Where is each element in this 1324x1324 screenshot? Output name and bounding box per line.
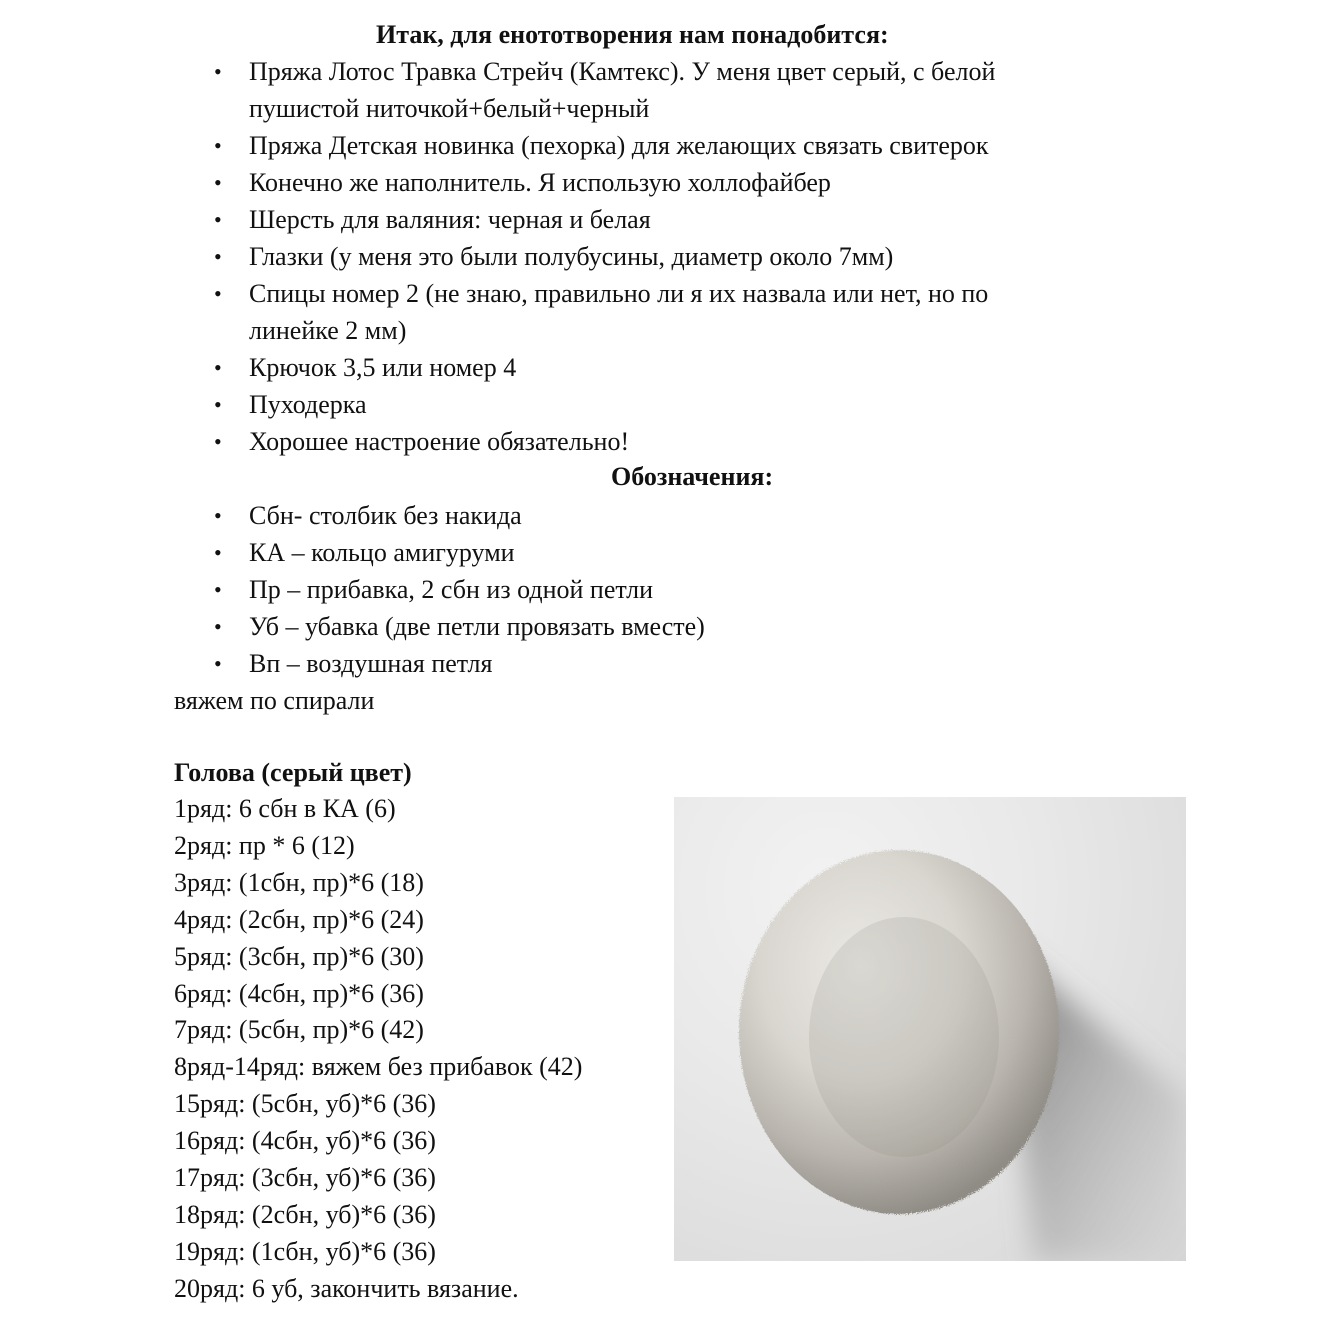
pattern-row: 15ряд: (5сбн, уб)*6 (36) — [174, 1089, 436, 1119]
pattern-row: 8ряд-14ряд: вяжем без прибавок (42) — [174, 1052, 583, 1082]
list-item — [214, 423, 1153, 460]
materials-heading: Итак, для енототворения нам понадобится: — [376, 20, 889, 49]
list-item-text: Глазки (у меня это были полубусины, диаметр около 7мм) — [249, 242, 894, 271]
bullet: • — [214, 355, 222, 380]
list-item — [214, 645, 1153, 682]
crochet-ball-illustration — [674, 797, 1186, 1261]
list-item — [214, 608, 1153, 645]
list-item-text: Хорошее настроение обязательно! — [249, 427, 630, 456]
list-item — [214, 275, 1153, 349]
list-item-text: Пряжа Лотос Травка Стрейч (Камтекс). У меня цвет серый, с белой — [249, 57, 996, 86]
list-item-text-continued: линейке 2 мм) — [249, 316, 407, 345]
pattern-row: 18ряд: (2сбн, уб)*6 (36) — [174, 1199, 436, 1229]
list-item-text: Пуходерка — [249, 390, 367, 419]
list-item-text: Сбн- столбик без накида — [249, 501, 522, 530]
pattern-row: 2ряд: пр * 6 (12) — [174, 830, 355, 860]
bullet: • — [214, 133, 222, 158]
pattern-row: 5ряд: (3сбн, пр)*6 (30) — [174, 941, 424, 971]
list-item — [214, 497, 1153, 534]
head-rows-list — [174, 791, 582, 1308]
list-item-text-continued: пушистой ниточкой+белый+черный — [249, 94, 650, 123]
list-item — [214, 127, 1153, 164]
bullet: • — [214, 170, 222, 195]
legend-heading: Обозначения: — [611, 462, 774, 491]
pattern-row: 20ряд: 6 уб, закончить вязание. — [174, 1273, 519, 1303]
list-item-text: Конечно же наполнитель. Я использую холлофайбер — [249, 168, 831, 197]
bullet: • — [214, 540, 222, 565]
list-item-text: Вп – воздушная петля — [249, 649, 493, 678]
bullet: • — [214, 281, 222, 306]
pattern-row: 4ряд: (2сбн, пр)*6 (24) — [174, 904, 424, 934]
list-item-text: Спицы номер 2 (не знаю, правильно ли я их назвала или нет, но по — [249, 279, 989, 308]
bullet: • — [214, 392, 222, 417]
list-item — [214, 238, 1153, 275]
list-item-text: Пряжа Детская новинка (пехорка) для желающих связать свитерок — [249, 131, 989, 160]
bullet: • — [214, 59, 222, 84]
bullet: • — [214, 429, 222, 454]
list-item-text: Уб – убавка (две петли провязать вместе) — [249, 612, 705, 641]
pattern-row: 16ряд: (4сбн, уб)*6 (36) — [174, 1126, 436, 1156]
list-item — [214, 164, 1153, 201]
list-item — [214, 349, 1153, 386]
list-item — [214, 386, 1153, 423]
bullet: • — [214, 577, 222, 602]
list-item-text: Пр – прибавка, 2 сбн из одной петли — [249, 575, 653, 604]
head-section-heading: Голова (серый цвет) — [174, 758, 412, 787]
pattern-row: 3ряд: (1сбн, пр)*6 (18) — [174, 867, 424, 897]
pattern-row: 1ряд: 6 сбн в КА (6) — [174, 794, 396, 823]
list-item-text: КА – кольцо амигуруми — [249, 538, 515, 567]
bullet: • — [214, 503, 222, 528]
list-item — [214, 571, 1153, 608]
ball-texture — [809, 917, 999, 1157]
list-item-text: Крючок 3,5 или номер 4 — [249, 353, 517, 382]
pattern-row: 17ряд: (3сбн, уб)*6 (36) — [174, 1163, 436, 1193]
pattern-row: 6ряд: (4сбн, пр)*6 (36) — [174, 978, 424, 1008]
bullet: • — [214, 244, 222, 269]
list-item — [214, 534, 1153, 571]
list-item — [214, 53, 1153, 127]
spiral-note: вяжем по спирали — [174, 686, 375, 715]
list-item — [214, 201, 1153, 238]
bullet: • — [214, 207, 222, 232]
pattern-row: 19ряд: (1сбн, уб)*6 (36) — [174, 1236, 436, 1266]
crochet-ball-photo — [674, 797, 1186, 1261]
bullet: • — [214, 651, 222, 676]
bullet: • — [214, 614, 222, 639]
list-item-text: Шерсть для валяния: черная и белая — [249, 205, 651, 234]
pattern-row: 7ряд: (5сбн, пр)*6 (42) — [174, 1015, 424, 1045]
